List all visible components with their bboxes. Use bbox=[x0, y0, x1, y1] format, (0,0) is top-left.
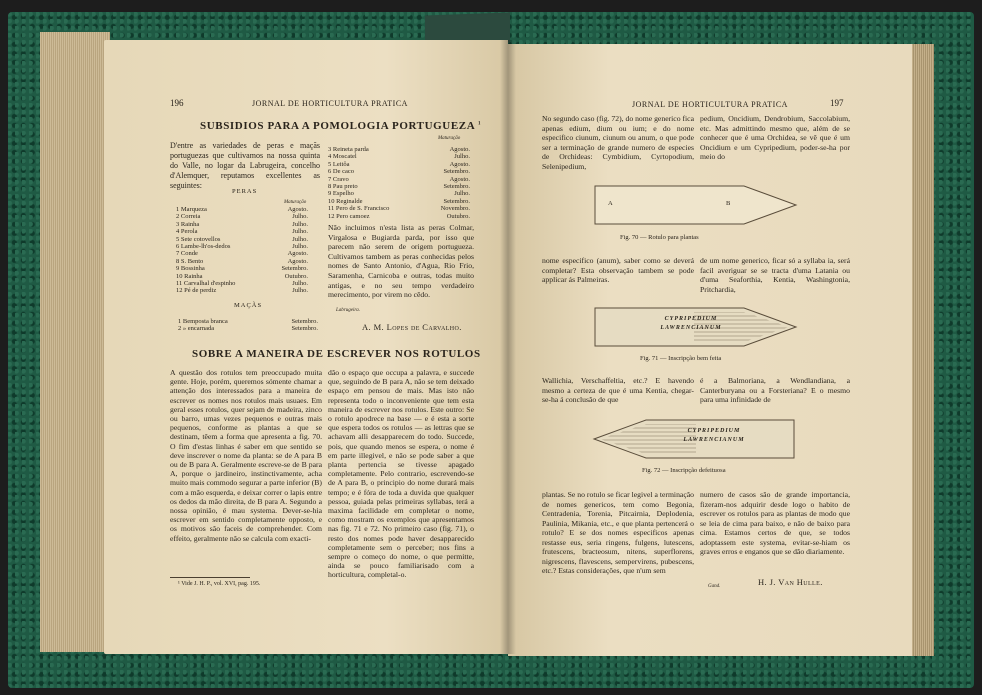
list-row bbox=[176, 221, 308, 228]
figure-70-a: A bbox=[608, 200, 613, 207]
book-fold-shadow bbox=[500, 40, 516, 654]
list-row-name: 5 Sete cotovellos bbox=[176, 235, 221, 243]
list-row bbox=[178, 325, 318, 332]
list-row-month: Agosto. bbox=[287, 250, 308, 258]
ripening-label-right: Maturação bbox=[438, 136, 461, 141]
peras-list bbox=[176, 206, 308, 295]
list-row-name: 9 Bossinha bbox=[176, 265, 205, 273]
footnote-mark: 1 bbox=[478, 121, 482, 127]
list-row bbox=[176, 228, 308, 235]
list-row-name: 1 Marqueza bbox=[176, 206, 207, 213]
right-place: Gand. bbox=[708, 584, 721, 589]
list-row bbox=[328, 190, 470, 197]
figure-70-caption: Fig. 70 — Rotulo para plantas bbox=[620, 234, 699, 241]
list-row-name: 11 Pero de S. Francisco bbox=[328, 205, 390, 213]
list-row-name: 1 Bemposta branca bbox=[178, 318, 228, 325]
article-title-text: SUBSIDIOS PARA A POMOLOGIA PORTUGUEZA bbox=[200, 120, 475, 132]
article-intro: D'entre as variedades de peras e maçãs portuguezas que cultivamos na nossa quinta do Valle, no logar da Labrugeira, concelho d'Alemquer, reputamos excellentes as seguintes: bbox=[170, 141, 320, 190]
figure-72-label-tag bbox=[592, 418, 796, 460]
list-row bbox=[328, 161, 470, 168]
list-row-name: 6 De caco bbox=[328, 168, 354, 176]
list-row-name: 3 Reineta parda bbox=[328, 146, 369, 153]
list-row-month: Setembro. bbox=[443, 183, 470, 191]
list-row-month: Julho. bbox=[454, 153, 470, 161]
figure-70-label-tag bbox=[594, 184, 798, 226]
list-row bbox=[176, 265, 308, 272]
list-row-month: Setembro. bbox=[281, 265, 308, 273]
page-edges-left bbox=[40, 32, 110, 652]
bottom-col1: plantas. Se no rotulo se ficar legivel a terminação de nomes genericos, tem como Begonia, Centradenia, Torenia, Pitcairnia, Deplodenia, Paulinia, Mikania, etc., e que planta pertencerá o rotulo? E se dos nomes especificos apenas restasse eus, seria ringens, fulgens, lutescens, frutescens, bracteosum, nitens, superflorens, nigrescens, flavescens, sempervirens, pubescens, etc.? Estas considerações, que n'um sem bbox=[542, 490, 694, 575]
list-row-month: Julho. bbox=[454, 190, 470, 198]
list-row-name: 11 Carvalhal d'espinho bbox=[176, 280, 236, 288]
list-row-month: Julho. bbox=[292, 220, 308, 228]
list-row-name: 8 S. Bento bbox=[176, 257, 204, 265]
low-col2: é a Balmoriana, a Wendlandiana, a Canterburyana ou a Forsteriana? E o mesmo para uma infinidade de bbox=[700, 376, 850, 404]
running-head: JORNAL DE HORTICULTURA PRATICA bbox=[632, 100, 788, 109]
list-row-month: Agosto. bbox=[449, 146, 470, 153]
list-row bbox=[176, 213, 308, 220]
list-row-name: 9 Espelho bbox=[328, 190, 354, 198]
list-row-month: Novembro. bbox=[440, 205, 470, 213]
list-row-name: 8 Pau preto bbox=[328, 183, 358, 191]
page-number: 196 bbox=[170, 98, 184, 108]
right-signature: H. J. Van Hulle. bbox=[758, 577, 823, 587]
figure-72-line1: CYPRIPEDIUM bbox=[687, 428, 741, 434]
list-row-month: Outubro. bbox=[446, 212, 470, 220]
low-col1: Wallichia, Verschaffeltia, etc.? E havendo mesmo a certeza de que é uma Kentia, chegar-se-ha á conclusão de que bbox=[542, 376, 694, 404]
macas-heading: MAÇÃS bbox=[234, 302, 263, 309]
bottom-col2: numero de casos são de grande importancia, fizeram-nos adquirir desde logo o habito de escrever os rotulos para as plantas de modo que se leia de cima para baixo, e não de baixo para cima. Estamos certos de que, se todos adoptassem este systema, evitar-se-hiam os graves erros e enganos que se dão diariamente. bbox=[700, 490, 850, 556]
figure-72-line2: LAWRENCIANUM bbox=[683, 437, 745, 443]
list-row bbox=[328, 198, 470, 205]
list-row bbox=[328, 205, 470, 212]
list-row-month: Agosto. bbox=[287, 257, 308, 265]
list-row-name: 4 Perola bbox=[176, 228, 198, 236]
list-row-name: 2 » encarnada bbox=[178, 325, 215, 333]
list-row bbox=[328, 213, 470, 220]
ripening-label: Maturação bbox=[284, 200, 307, 205]
article-title bbox=[200, 120, 481, 132]
mid-col1: nome especifico (anum), saber como se deverá completar? Esta observação tambem se pode applicar ás Palmeiras. bbox=[542, 256, 694, 284]
figure-71-line2: LAWRENCIANUM bbox=[660, 325, 722, 331]
peras-heading: PERAS bbox=[232, 188, 258, 195]
list-row bbox=[328, 146, 470, 153]
list-row-month: Setembro. bbox=[443, 197, 470, 205]
top-col1: No segundo caso (fig. 72), do nome generico fica apenas edium, dium ou ium; e do nome especifico ciunum, ciunum ou anum, o que pode ser a terminação de grande numero de especies de Orchideas: Cymbidium, Cyrtopodium, Selenipedium, bbox=[542, 114, 694, 171]
list-row bbox=[176, 280, 308, 287]
list-row-month: Julho. bbox=[292, 243, 308, 251]
list-row-month: Agosto. bbox=[449, 160, 470, 168]
list-row-name: 10 Reginalde bbox=[328, 197, 363, 205]
article2-col1: A questão dos rotulos tem preoccupado muita gente. Hoje, porém, queremos sómente chamar a attenção dos interessados para a maneira de escrever os nomes nos rotulos mais usuaes. Em geral esses rotulos, quer sejam de madeira, zinco ou barro, umas vezes pequenos e outras mais pequenos, conforme as plantas a que se destinam, têem a forma que apresenta a fig. 70. O fim d'estas linhas é saber em que sentido se deve inscrever o nome da planta: se de A para B ou de B para A. Geralmente escreve-se de B para A, porque o jardineiro, instinctivamente, acha muito mais commodo segurar a parte inferior (B) com a mão esquerda, e deixar correr o lapis entre os dedos da mão direita, de B para A. Segundo a nossa opinião, é mau systema. Dever-se-hia escrever em sentido completamente opposto, e os motivos são faceis de comprehender. Com effeito, geralmente não se calcula com exacti- bbox=[170, 368, 322, 543]
footnote: ¹ Vide J. H. P., vol. XVI, pag. 195. bbox=[178, 581, 261, 587]
figure-70-b: B bbox=[726, 200, 731, 207]
list-row bbox=[328, 168, 470, 175]
figure-72-caption: Fig. 72 — Inscripção defeituosa bbox=[642, 467, 726, 474]
article2-title: SOBRE A MANEIRA DE ESCREVER NOS ROTULOS bbox=[192, 348, 481, 360]
page-number: 197 bbox=[830, 98, 844, 108]
list-row bbox=[176, 287, 308, 294]
list-row bbox=[178, 318, 318, 325]
list-row-month: Julho. bbox=[292, 287, 308, 295]
list-row-month: Outubro. bbox=[284, 272, 308, 280]
list-row-name: 5 Leitôa bbox=[328, 160, 350, 168]
list-row-name: 12 Pé de perdiz bbox=[176, 287, 217, 295]
top-col2: pedium, Oncidium, Dendrobium, Saccolabium, etc. Mas admittindo mesmo que, além de se conhecer que é uma Orchidea, se vê que é um Oncidium e um Cypripedium, poder-se-ha por meio do bbox=[700, 114, 850, 161]
list-row-month: Agosto. bbox=[287, 206, 308, 213]
article-signature: A. M. Lopes de Carvalho. bbox=[362, 322, 462, 332]
list-row-month: Julho. bbox=[292, 228, 308, 236]
mid-col2: de um nome generico, ficar só a syllaba ia, será facil averiguar se se tracta d'uma Latania ou d'uma Seaforthia, Kentia, Washingtonia, Pritchardia, bbox=[700, 256, 850, 294]
footnote-rule bbox=[170, 577, 250, 578]
list-row-name: 7 Conde bbox=[176, 250, 198, 258]
list-row-month: Julho. bbox=[292, 280, 308, 288]
list-row bbox=[328, 183, 470, 190]
running-head: JORNAL DE HORTICULTURA PRATICA bbox=[252, 99, 408, 108]
left-page bbox=[104, 40, 508, 654]
figure-71-caption: Fig. 71 — Inscripção bem feita bbox=[640, 355, 722, 362]
list-row bbox=[328, 153, 470, 160]
list-row-name: 6 Lambe-lh'os-dedos bbox=[176, 243, 231, 251]
list-row bbox=[176, 236, 308, 243]
list-row-name: 3 Rainha bbox=[176, 220, 200, 228]
list-row-name: 12 Pero camoez bbox=[328, 212, 370, 220]
right-list bbox=[328, 146, 470, 220]
list-row-month: Julho. bbox=[292, 235, 308, 243]
list-row-name: 2 Correia bbox=[176, 213, 201, 221]
list-row-name: 4 Moscatel bbox=[328, 153, 357, 161]
macas-list bbox=[178, 318, 318, 333]
list-row-name: 7 Cravo bbox=[328, 175, 349, 183]
list-row-month: Julho. bbox=[292, 213, 308, 221]
figure-71-label-tag bbox=[594, 306, 798, 348]
article-place: Labrugeira. bbox=[336, 308, 361, 313]
figure-71-line1: CYPRIPEDIUM bbox=[664, 316, 718, 322]
list-row-month: Setembro. bbox=[291, 325, 318, 333]
list-row bbox=[176, 273, 308, 280]
right-page bbox=[508, 44, 912, 656]
list-row bbox=[176, 206, 308, 213]
list-row-month: Setembro. bbox=[291, 318, 318, 325]
article-closing: Não incluimos n'esta lista as peras Colmar, Virgalosa e Bugiarda parda, por isso que parecem não serem de origem portugueza. Cultivamos tambem as peras conhecidas pelos nomes de Santo Antonio, d'Agua, Rio Frio, Saramenha, Carnicoba e outras, todas muito antigas, e no seu tempo verdadeiro merecimento, por virem no cêdo. bbox=[328, 223, 474, 300]
list-row-month: Agosto. bbox=[449, 175, 470, 183]
list-row bbox=[176, 258, 308, 265]
list-row bbox=[176, 243, 308, 250]
list-row bbox=[328, 176, 470, 183]
list-row-name: 10 Rainha bbox=[176, 272, 203, 280]
list-row bbox=[176, 250, 308, 257]
article2-col2: dão o espaço que occupa a palavra, e succede que, seguindo de B para A, não se tem deixado espaço em pensou de mais. Mas isto não representa todo o inconveniente que tem esta maneira de escrever nos rotulos. Este outro: Se o rotulo apodrece na base — e é esta a sorte que espera todos os rotulos — as lettras que se achavam alli desapparecem do todo. Succede, pois, que quando menos se espera, o nome é em parte illegivel, e não se pode saber a que planta pertencia se tivesse apagado completamente. Pelo contrario, escrevendo-se de A para B, o principio do nome durará mais tempo; e é fóra de toda a duvida que qualquer pessoa, guiada pelas primeiras syllabas, terá a maxima facilidade em completar o nome, como mostram os exemplos que apresentamos nas fig. 71 e 72. No primeiro caso (fig. 71), o resto dos nomes pode haver desapparecido completamente sem o perceber; nos fins a sempre o começo do nome, o que permitte, ainda se pouco familiarisado com a horticultura, completal-o. bbox=[328, 368, 474, 580]
list-row-month: Setembro. bbox=[443, 168, 470, 176]
